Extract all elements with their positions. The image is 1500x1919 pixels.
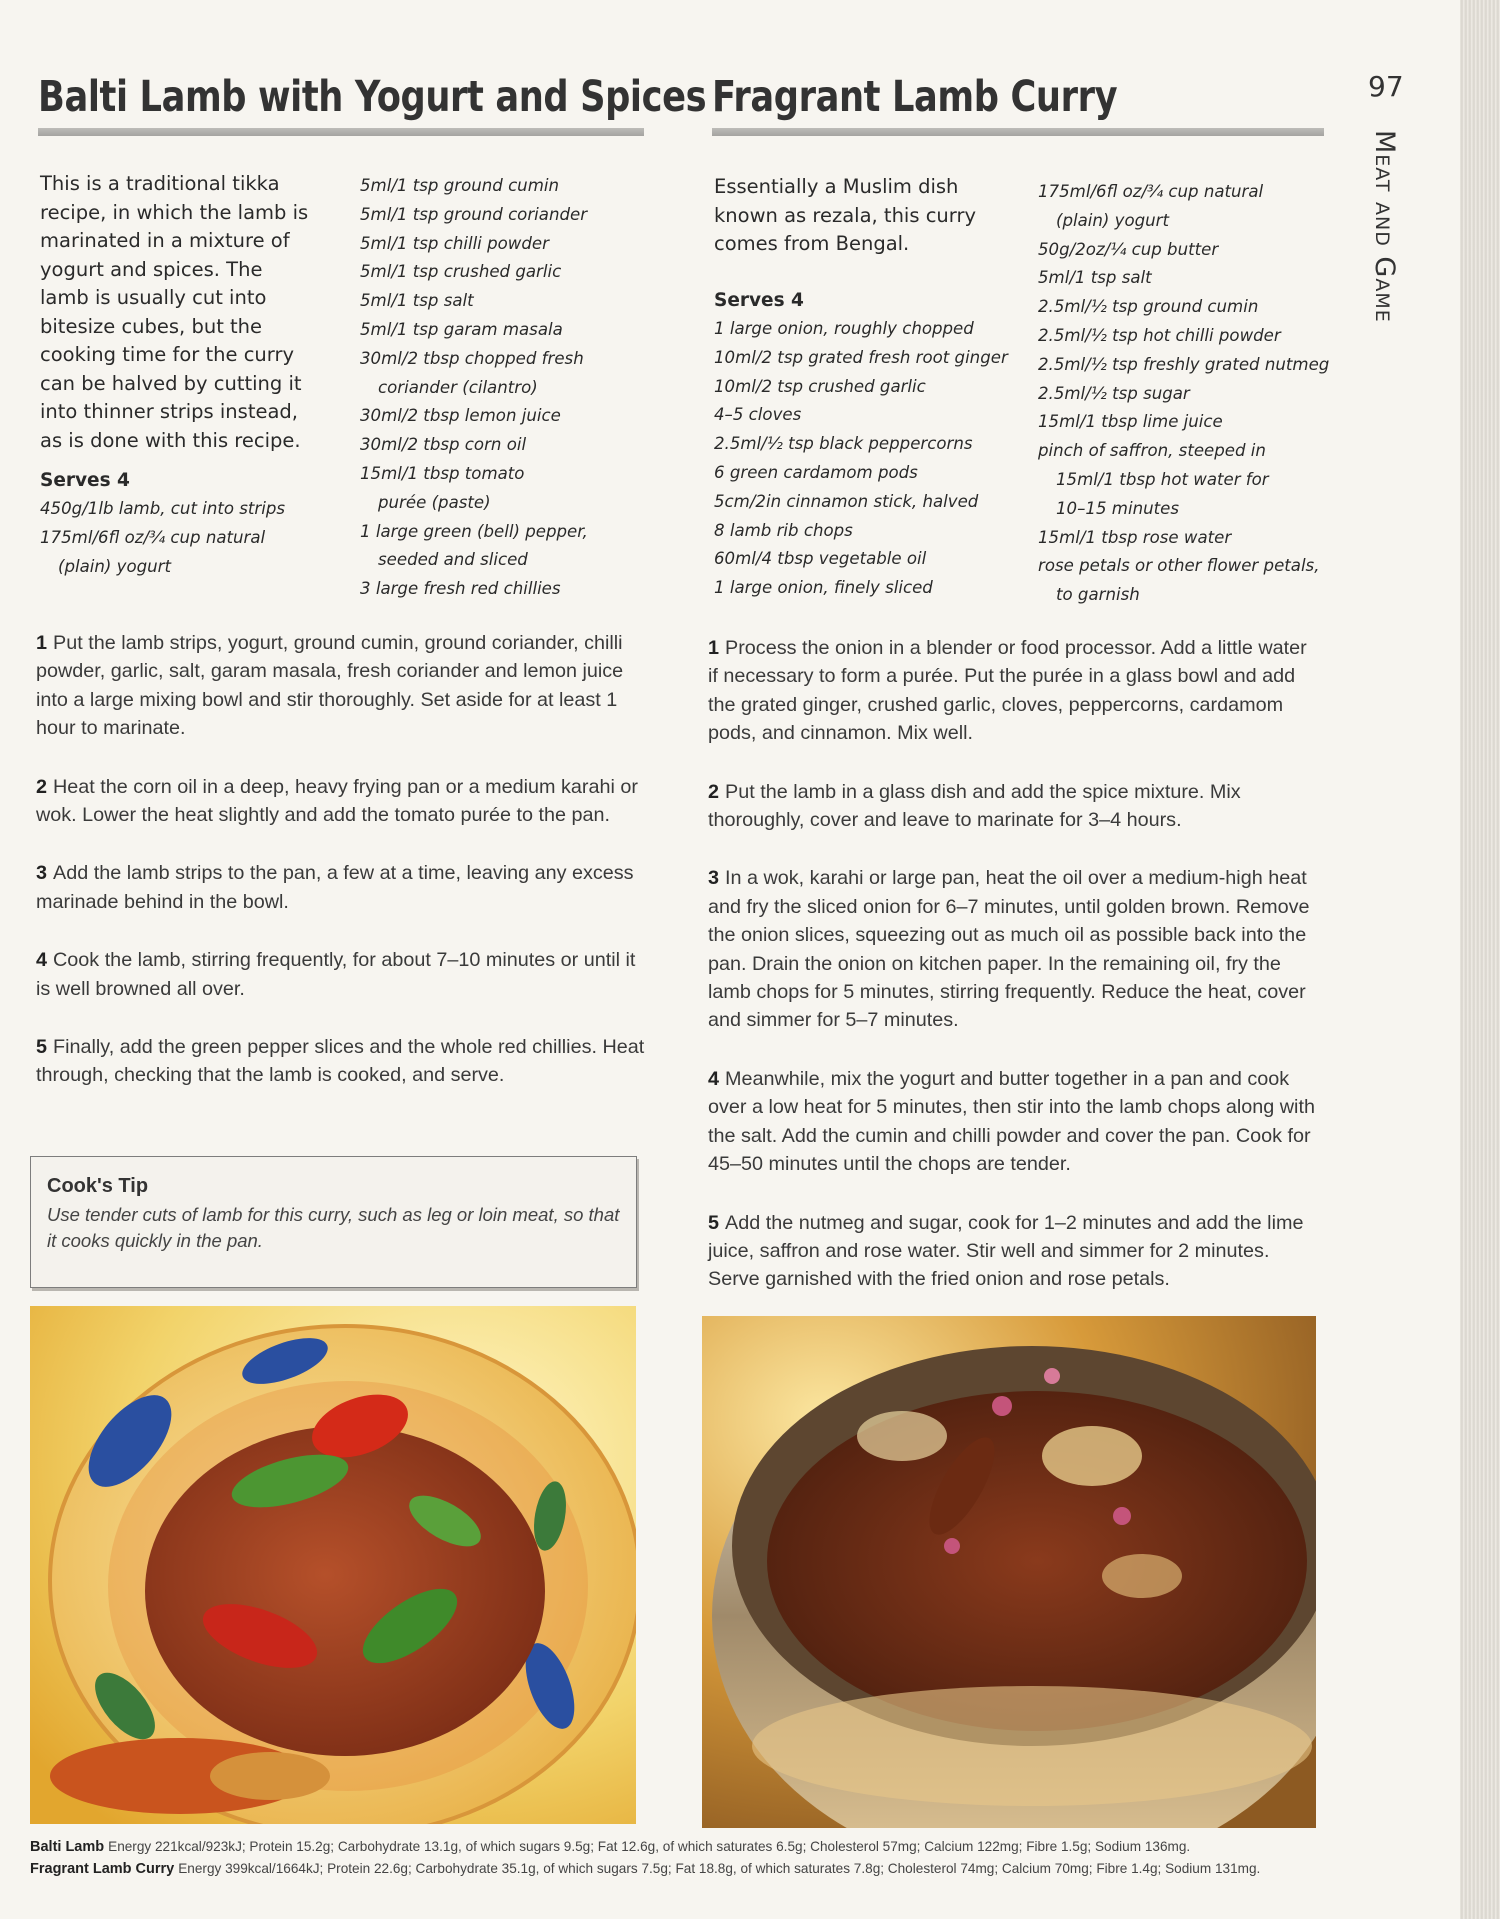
ingredient: 30ml/2 tbsp corn oil: [360, 435, 527, 455]
ingredient: purée (paste): [378, 492, 491, 512]
cooks-tip-box: [30, 1156, 637, 1288]
ingredient: 175ml/6fl oz/¾ cup natural: [1038, 182, 1264, 201]
page-edge: [1460, 0, 1500, 1919]
ingredient: 2.5ml/½ tsp sugar: [1038, 383, 1190, 403]
step-text: Meanwhile, mix the yogurt and butter together in a pan and cook over a low heat for 5 minutes, then stir into the lamb chops along with the salt. Add the cumin and chilli powder and cover the pan. Cook for 45–50 minutes until the chops are tender.: [708, 1067, 1315, 1176]
section-label-text: Meat and Game: [1369, 130, 1400, 323]
ingredient: 1 large onion, roughly chopped: [714, 319, 974, 338]
ingredient: 2.5ml/½ tsp ground cumin: [1038, 297, 1259, 317]
ingredient: seeded and sliced: [378, 550, 528, 570]
step-number: 1: [708, 637, 720, 659]
ingredient: 3 large fresh red chillies: [360, 579, 561, 599]
nutrition-footer: [30, 1836, 1320, 1880]
fragrant-lamb-curry-photo: [702, 1316, 1316, 1828]
ingredient: 10ml/2 tsp crushed garlic: [714, 376, 926, 396]
step-number: 5: [36, 1036, 48, 1059]
step-text: Heat the corn oil in a deep, heavy frying pan or a medium karahi or wok. Lower the heat slightly and add the tomato purée to the pan.: [36, 775, 638, 827]
ingredient: 2.5ml/½ tsp freshly grated nutmeg: [1038, 354, 1330, 374]
ingredient: 15ml/1 tbsp hot water for: [1056, 469, 1269, 489]
step-text: Finally, add the green pepper slices and the whole red chillies. Heat through, checking that the lamb is cooked, and serve.: [36, 1036, 645, 1087]
step-number: 4: [36, 949, 48, 972]
step-text: Put the lamb strips, yogurt, ground cumin, ground coriander, chilli powder, garlic, salt, garam masala, fresh coriander and lemon juice into a large mixing bowl and stir thoroughly. Set aside for at least 1 hour to marinate.: [36, 632, 624, 740]
cooks-tip-title: Cook's Tip: [47, 1175, 149, 1197]
nutrition-text: Energy 221kcal/923kJ; Protein 15.2g; Carbohydrate 13.1g, of which sugars 9.5g; Fat 12.6g, of which saturates 6.5g; Cholesterol 57mg; Calcium 122mg; Fibre 1.5g; Sodium 136mg.: [108, 1839, 1191, 1854]
step: [708, 634, 1320, 748]
ingredient: 30ml/2 tbsp lemon juice: [360, 406, 561, 426]
step-text: Add the lamb strips to the pan, a few at a time, leaving any excess marinade behind in the bowl.: [36, 862, 634, 913]
ingredient: 5ml/1 tsp salt: [1038, 268, 1152, 288]
ingredient: 60ml/4 tbsp vegetable oil: [714, 549, 927, 569]
ingredient: 4–5 cloves: [714, 405, 802, 425]
ingredient: 30ml/2 tbsp chopped fresh: [360, 348, 584, 368]
right-recipe-title: Fragrant Lamb Curry: [712, 72, 1118, 122]
nutrition-recipe-name: Balti Lamb: [30, 1839, 105, 1855]
left-recipe-header: [38, 72, 707, 136]
step-text: Put the lamb in a glass dish and add the spice mixture. Mix thoroughly, cover and leave to marinate for 3–4 hours.: [708, 780, 1241, 832]
ingredient: 5ml/1 tsp ground coriander: [360, 204, 588, 224]
left-serves-block: [40, 470, 340, 581]
step: [36, 859, 648, 916]
ingredient: 5ml/1 tsp crushed garlic: [360, 262, 562, 282]
step: [36, 946, 648, 1003]
nutrition-recipe-name: Fragrant Lamb Curry: [30, 1861, 175, 1877]
left-ingredients-a: [40, 495, 340, 581]
ingredient: 1 large green (bell) pepper,: [360, 521, 588, 541]
step: [708, 1065, 1320, 1179]
ingredient: rose petals or other flower petals,: [1038, 556, 1320, 576]
ingredient: 15ml/1 tbsp tomato: [360, 463, 525, 483]
left-serves: Serves 4: [40, 470, 130, 491]
right-serves-block: [714, 290, 1034, 603]
step-text: Process the onion in a blender or food processor. Add a little water if necessary to form a purée. Put the purée in a glass bowl and add the grated ginger, crushed garlic, cloves, peppercorns, cardamom pods, and cinnamon. Mix well.: [708, 637, 1307, 745]
step-text: Add the nutmeg and sugar, cook for 1–2 minutes and add the lime juice, saffron and rose water. Stir well and simmer for 2 minutes. Serve garnished with the fried onion and rose petals.: [708, 1211, 1304, 1291]
step: [36, 1033, 648, 1090]
ingredient: 5cm/2in cinnamon stick, halved: [714, 491, 979, 511]
step-number: 4: [708, 1067, 720, 1090]
ingredient: 50g/2oz/¼ cup butter: [1038, 239, 1219, 259]
ingredient: (plain) yogurt: [58, 556, 172, 576]
right-ingredients-b: [1038, 178, 1338, 610]
step-number: 5: [708, 1211, 720, 1234]
ingredient: 175ml/6fl oz/¾ cup natural: [40, 527, 266, 547]
page-number: 97: [1368, 70, 1404, 103]
step-number: 2: [708, 780, 720, 803]
right-serves: Serves 4: [714, 290, 804, 311]
ingredient: coriander (cilantro): [378, 377, 538, 397]
step: [708, 1209, 1320, 1294]
right-title-rule: [712, 128, 1324, 136]
step-text: Cook the lamb, stirring frequently, for about 7–10 minutes or until it is well browned all over.: [36, 949, 636, 1000]
ingredient: 2.5ml/½ tsp black peppercorns: [714, 434, 973, 454]
step-number: 3: [708, 867, 720, 890]
ingredient: 8 lamb rib chops: [714, 520, 853, 540]
left-recipe-title: Balti Lamb with Yogurt and Spices: [38, 72, 707, 122]
ingredient: 1 large onion, finely sliced: [714, 578, 933, 598]
step: [36, 629, 648, 743]
ingredient: to garnish: [1056, 585, 1140, 605]
step: [708, 864, 1320, 1034]
ingredient: 450g/1lb lamb, cut into strips: [40, 499, 286, 518]
ingredient: 5ml/1 tsp ground cumin: [360, 176, 559, 195]
step-number: 1: [36, 632, 48, 654]
ingredient: pinch of saffron, steeped in: [1038, 441, 1266, 461]
step: [36, 773, 648, 830]
section-label: [1340, 130, 1420, 360]
ingredient: 10ml/2 tsp grated fresh root ginger: [714, 347, 1008, 367]
nutrition-text: Energy 399kcal/1664kJ; Protein 22.6g; Carbohydrate 35.1g, of which sugars 7.5g; Fat 18.8g, of which saturates 7.8g; Cholesterol 74mg; Calcium 70mg; Fibre 1.4g; Sodium 131mg.: [178, 1861, 1261, 1876]
right-steps: [708, 634, 1320, 1324]
left-ingredients-b: [360, 172, 650, 604]
step: [708, 778, 1320, 835]
cooks-tip-text: Use tender cuts of lamb for this curry, such as leg or loin meat, so that it cooks quickly in the pan.: [47, 1204, 620, 1251]
ingredient: 10–15 minutes: [1056, 498, 1179, 518]
ingredient: 2.5ml/½ tsp hot chilli powder: [1038, 325, 1281, 345]
ingredient: 6 green cardamom pods: [714, 462, 918, 482]
step-number: 2: [36, 775, 48, 798]
ingredient: (plain) yogurt: [1056, 210, 1170, 230]
right-intro: Essentially a Muslim dish known as rezala, this curry comes from Bengal.: [714, 175, 977, 255]
left-intro: This is a traditional tikka recipe, in which the lamb is marinated in a mixture of yogurt and spices. The lamb is usually cut into bitesize cubes, but the cooking time for the curry can be halved by cutting it into thinner strips instead, as is done with this recipe.: [40, 172, 309, 452]
ingredient: 5ml/1 tsp chilli powder: [360, 233, 549, 253]
ingredient: 5ml/1 tsp garam masala: [360, 319, 563, 339]
ingredient: 5ml/1 tsp salt: [360, 291, 474, 311]
balti-lamb-photo: [30, 1306, 636, 1824]
fragrant-lamb-curry-photo-image: [702, 1316, 1316, 1828]
ingredient: 15ml/1 tbsp lime juice: [1038, 412, 1223, 432]
nutrition-line-2: [30, 1858, 1320, 1880]
right-ingredients-a: [714, 315, 1034, 603]
right-recipe-header: [712, 72, 1324, 136]
nutrition-line-1: [30, 1836, 1320, 1858]
left-title-rule: [38, 128, 644, 136]
left-steps: [36, 629, 648, 1120]
step-text: In a wok, karahi or large pan, heat the oil over a medium-high heat and fry the sliced onion for 6–7 minutes, until golden brown. Remove the onion slices, squeezing out as much oil as possible back into the pan. Drain the onion on kitchen paper. In the remaining oil, fry the lamb chops for 5 minutes, stirring frequently. Reduce the heat, cover and simmer for 5–7 minutes.: [708, 867, 1310, 1032]
step-number: 3: [36, 862, 48, 885]
balti-lamb-photo-image: [30, 1306, 636, 1824]
ingredient: 15ml/1 tbsp rose water: [1038, 527, 1232, 547]
